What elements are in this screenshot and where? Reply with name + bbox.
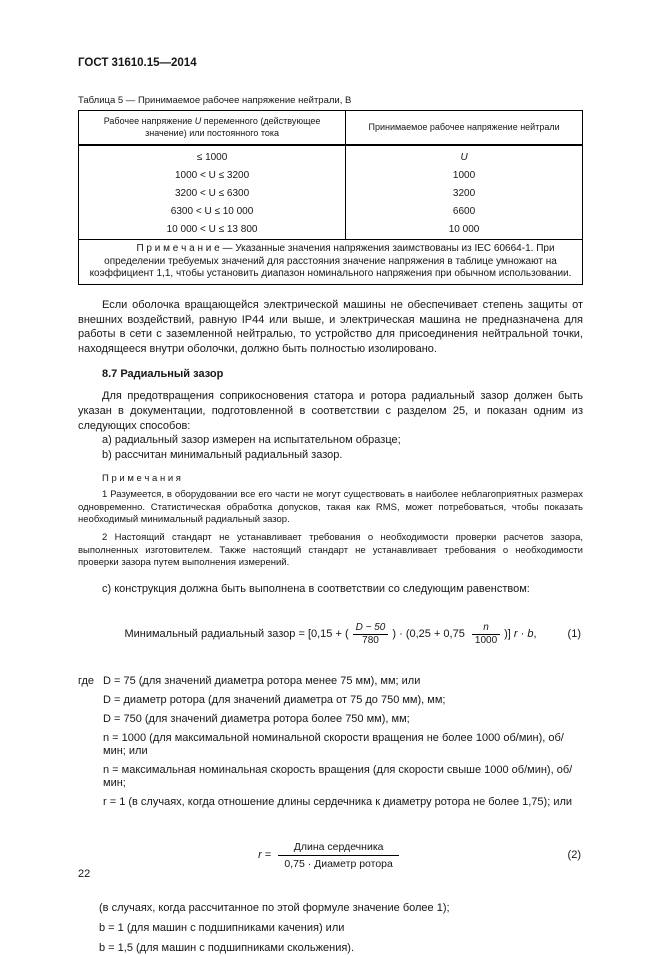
where-line-n-max: n = максимальная номинальная скорость вращения (для скорости свыше 1000 об/мин), об/мин; [103,763,573,789]
table-row [79,185,583,203]
tail-block [78,902,583,955]
table-row [79,203,583,221]
where-line [78,675,583,688]
voltage-range-cell: 6300 < U ≤ 10 000 [170,206,254,217]
col-header-working-voltage [79,111,346,146]
table-note-label: П р и м е ч а н и е — [136,243,236,254]
list-item-c: c) конструкция должна быть выполнена в соответствии со следующим равенством: [102,582,530,595]
formula-2 [78,839,583,872]
col-header-assumed-voltage: Принимаемое рабочее напряжение нейтрали [346,111,583,146]
where-block [78,675,583,809]
assumed-voltage-cell: U [346,145,583,167]
page-number: 22 [78,868,91,880]
table-note-row [79,239,583,285]
formula-1-comma: , [533,628,537,641]
where-line-r-1: r = 1 (в случаях, когда отношение длины сердечника к диаметру ротора не более 1,75); или [103,795,573,808]
voltage-range-cell: 1000 < U ≤ 3200 [174,170,250,181]
assumed-voltage-cell: 3200 [346,185,583,203]
formula-1-close: )] [504,628,514,641]
section-heading-8-7: 8.7 Радиальный зазор [102,368,224,381]
table-header-row [79,111,583,146]
where-line-n-1000: n = 1000 (для максимальной номинальной скорости вращения не более 1000 об/мин), об/мин; или [103,731,564,757]
tail-line-b-1: b = 1 (для машин с подшипниками качения) или [99,921,345,934]
table-row [79,221,583,240]
fraction-numerator: Длина сердечника [293,840,384,853]
table-caption: Таблица 5 — Принимаемое рабочее напряжение нейтрали, В [78,95,352,106]
formula-1 [78,622,583,647]
equation-number-1: (1) [567,628,581,641]
fraction-denominator: 0,75 · Диаметр ротора [284,857,393,870]
notes-label: П р и м е ч а н и я [102,473,181,485]
voltage-symbol: U [194,116,202,126]
table-note-text: Указанные значения напряжения заимствованы из IEC 60664-1. При определении требуемых значений для расстояния значение напряжения в таблице умножают на коэффициент 1,1, чтобы установить диапазон номинального напряжения при обычном использовании. [89,243,572,279]
fraction-denominator: 1000 [474,634,498,646]
note-2: 2 Настоящий стандарт не устанавливает требования о необходимости проверки расчетов зазора, выполненных изготовителем. Также настоящий стандарт не устанавливает требования о необходимости проверки зазора путем выполнения измерений. [78,531,583,569]
assumed-voltage-cell: 1000 [346,167,583,185]
where-line-d-rotor: D = диаметр ротора (для значений диаметра от 75 до 750 мм), мм; [103,693,446,706]
fraction-n-over-1000 [472,622,500,647]
fraction-d-minus-50-over-780 [353,622,389,647]
assumed-voltage-cell: 10 000 [346,221,583,240]
formula-2-equals: = [261,849,275,862]
where-line-d-750: D = 750 (для значений диаметра ротора более 750 мм), мм; [103,712,410,725]
table-row [79,145,583,167]
formula-1-mid: ) · (0,25 + 0,75 [392,628,468,641]
neutral-voltage-table [78,110,583,285]
document-number: ГОСТ 31610.15—2014 [78,57,197,69]
voltage-range-cell: 3200 < U ≤ 6300 [174,188,250,199]
col-header-text: Рабочее напряжение [103,116,195,126]
fraction-numerator: n [483,621,489,633]
enclosure-paragraph: Если оболочка вращающейся электрической машины не обеспечивает степень защиты от внешних воздействий, равную IP44 или выше, и электрическая машина не предназначена для работы в сети с заземленной нейтралью, то устройство для присоединения нейтральной точки, находящееся внутри оболочки, должно быть полностью изолировано. [78,299,583,355]
equation-number-2: (2) [567,849,581,862]
assumed-voltage-cell: 6600 [346,203,583,221]
fraction-core-length-over-rotor-diameter [278,839,399,872]
where-line-d-75: D = 75 (для значений диаметра ротора менее 75 мм), мм; или [103,674,421,687]
formula-1-variables: r · b [513,628,534,641]
formula-1-lead: Минимальный радиальный зазор = [0,15 + ( [124,628,349,641]
table-note [79,239,583,285]
list-item-a: a) радиальный зазор измерен на испытательном образце; [102,434,401,447]
voltage-range-cell: 10 000 < U ≤ 13 800 [166,224,258,235]
fraction-denominator: 780 [362,634,379,646]
list-item-b: b) рассчитан минимальный радиальный зазор. [102,449,343,462]
tail-line-b-1-5: b = 1,5 (для машин с подшипниками скольжения). [99,941,355,954]
voltage-range-cell: ≤ 1000 [196,152,228,163]
table-row [79,167,583,185]
col-header-text: переменного (действующее значение) или постоянного тока [145,116,321,138]
radial-gap-paragraph: Для предотвращения соприкосновения статора и ротора радиальный зазор должен быть указан в документации, подготовленной в соответствии с разделом 25, и показан одним из следующих способов: [78,390,583,432]
formula-2-variable: r [258,849,262,862]
tail-line-condition: (в случаях, когда рассчитанное по этой формуле значение более 1); [99,901,450,914]
where-label: где [78,674,95,687]
fraction-numerator: D − 50 [355,621,386,633]
note-1: 1 Разумеется, в оборудовании все его части не могут существовать в наиболее неблагоприятных размерах одновременно. Статистическая обработка допусков, такая как RMS, может потребоваться, чтобы показать необходимый минимальный радиальный зазор. [78,489,583,526]
